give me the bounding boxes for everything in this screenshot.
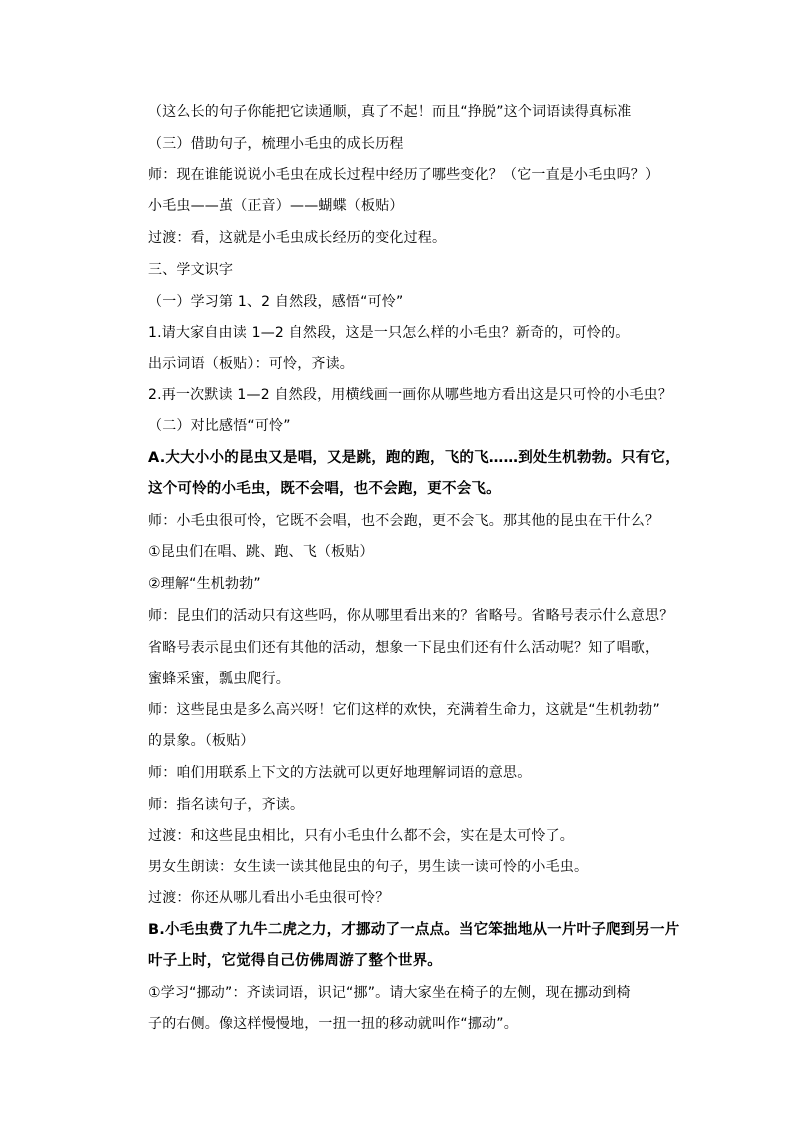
bold-quote-line: 这个可怜的小毛虫，既不会唱，也不会跑，更不会飞。: [148, 481, 501, 497]
text-line: 子的右侧。像这样慢慢地，一扭一扭的移动就叫作“挪动”。: [148, 1016, 518, 1032]
section-heading: （一）学习第 1、2 自然段，感悟“可怜”: [148, 294, 404, 310]
section-heading: （二）对比感悟“可怜”: [148, 418, 291, 434]
text-line: ①昆虫们在唱、跳、跑、飞（板贴）: [148, 544, 374, 560]
text-line: 出示词语（板贴）：可怜，齐读。: [148, 356, 354, 372]
text-line: 的景象。（板贴）: [148, 733, 255, 749]
text-line: 2.再一次默读 1—2 自然段，用横线画一画你从哪些地方看出这是只可怜的小毛虫？: [148, 387, 673, 403]
text-line: ②理解“生机勃勃”: [148, 576, 261, 592]
text-line: 过渡：看，这就是小毛虫成长经历的变化过程。: [148, 230, 447, 246]
text-line: 男女生朗读：女生读一读其他昆虫的句子，男生读一读可怜的小毛虫。: [148, 859, 589, 875]
section-heading: 三、学文识字: [148, 262, 234, 278]
bold-quote-line: A.大大小小的昆虫又是唱，又是跳，跑的跑，飞的飞……到处生机勃勃。只有它，: [148, 450, 680, 466]
text-line: 师：这些昆虫是多么高兴呀！它们这样的欢快，充满着生命力，这就是“生机勃勃”: [148, 702, 660, 718]
text-line: 过渡：你还从哪儿看出小毛虫很可怜？: [148, 890, 390, 906]
text-line: 师：指名读句子，齐读。: [148, 797, 305, 813]
text-line: ①学习“挪动”：齐读词语，识记“挪”。请大家坐在椅子的左侧，现在挪动到椅: [148, 985, 631, 1001]
section-heading: （三）借助句子，梳理小毛虫的成长历程: [148, 136, 404, 152]
text-line: 师：现在谁能说说小毛虫在成长过程中经历了哪些变化？（它一直是小毛虫吗？）: [148, 167, 660, 183]
bold-quote-line: 叶子上时，它觉得自己仿佛周游了整个世界。: [148, 953, 442, 969]
text-line: 蜜蜂采蜜，瓢虫爬行。: [148, 671, 290, 687]
text-line: 师：咱们用联系上下文的方法就可以更好地理解词语的意思。: [148, 765, 532, 781]
text-line: 过渡：和这些昆虫相比，只有小毛虫什么都不会，实在是太可怜了。: [148, 828, 574, 844]
bold-quote-line: B.小毛虫费了九牛二虎之力，才挪动了一点点。当它笨拙地从一片叶子爬到另一片: [148, 922, 680, 938]
text-line: 省略号表示昆虫们还有其他的活动，想象一下昆虫们还有什么活动呢？知了唱歌，: [148, 640, 660, 656]
text-line: 小毛虫——茧（正音）——蝴蝶（板贴）: [148, 198, 404, 214]
text-line: 1.请大家自由读 1—2 自然段，这是一只怎么样的小毛虫？新奇的，可怜的。: [148, 325, 630, 341]
text-line: （这么长的句子你能把它读通顺，真了不起！而且“挣脱”这个词语读得真标准: [148, 104, 632, 120]
text-line: 师：昆虫们的活动只有这些吗，你从哪里看出来的？省略号。省略号表示什么意思？: [148, 608, 674, 624]
text-line: 师：小毛虫很可怜，它既不会唱，也不会跑，更不会飞。那其他的昆虫在干什么？: [148, 513, 660, 529]
